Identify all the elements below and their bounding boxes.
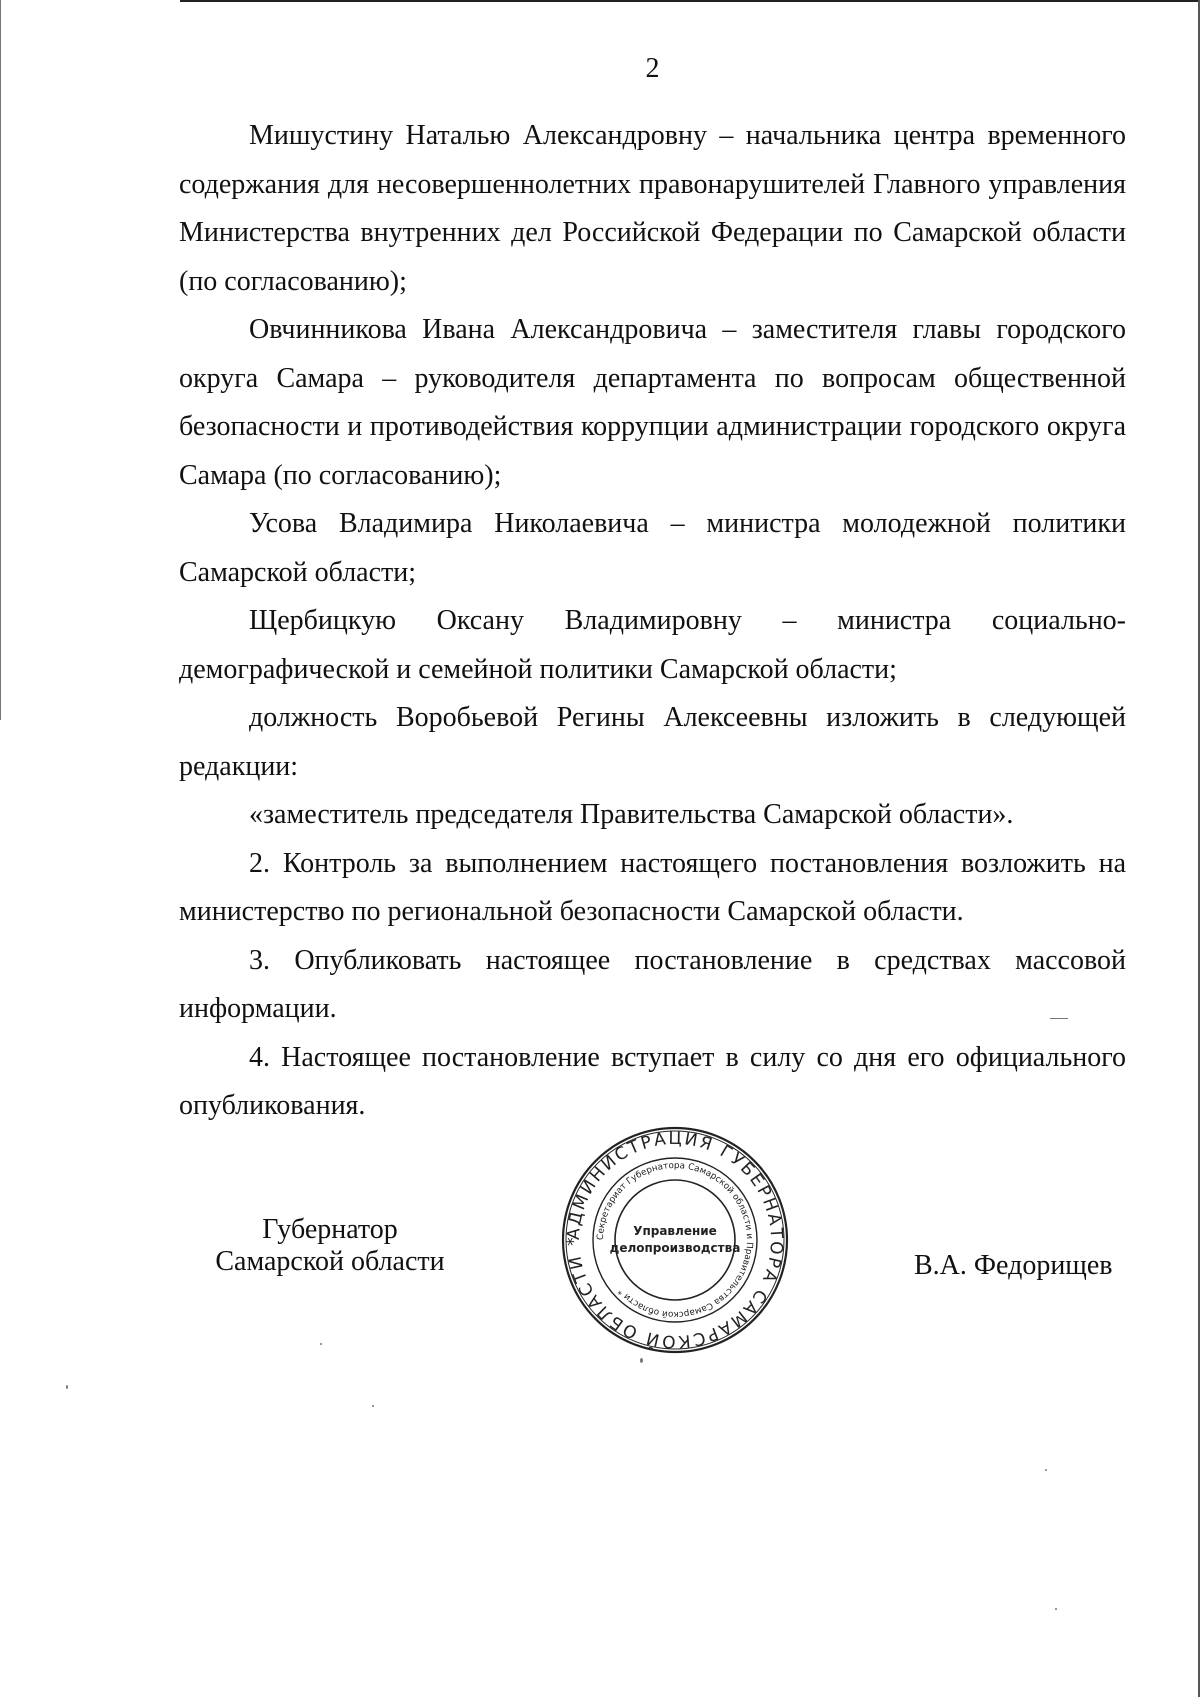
scan-edge-top bbox=[180, 0, 1200, 2]
signature-title bbox=[200, 1214, 460, 1278]
scan-speck bbox=[372, 1405, 374, 1407]
signature-title-line2: Самарской области bbox=[215, 1246, 445, 1277]
official-seal-stamp bbox=[555, 1120, 795, 1360]
scan-speck bbox=[640, 1358, 643, 1363]
paragraph-ovchinnikov: Овчинникова Ивана Александровича – заместителя главы городского округа Самара – руководителя департамента по вопросам общественной безопасности и противодействия коррупции администрации городского округа Самара (по согласованию); bbox=[179, 314, 1126, 491]
paragraph-item-4-effective: 4. Настоящее постановление вступает в силу со дня его официального опубликования. bbox=[179, 1041, 1126, 1121]
paragraph-item-3-publish: 3. Опубликовать настоящее постановление в средствах массовой информации. bbox=[179, 944, 1126, 1024]
seal-inner-ring-text: Секретариат Губернатора Самарской области и Правительства Самарской области * bbox=[595, 1160, 755, 1320]
paragraph-usov: Усова Владимира Николаевича – министра молодежной политики Самарской области; bbox=[179, 508, 1126, 588]
seal-center-line1: Управление bbox=[633, 1224, 717, 1238]
paragraph-mishustina: Мишустину Наталью Александровну – начальника центра временного содержания для несовершеннолетних правонарушителей Главного управления Министерства внутренних дел Российской Федерации по Самарской области (по согласованию); bbox=[179, 120, 1126, 297]
paragraph-vorobyeva: должность Воробьевой Регины Алексеевны изложить в следующей редакции: bbox=[179, 702, 1126, 782]
seal-center-line2: делопроизводства bbox=[609, 1241, 741, 1255]
scan-speck bbox=[1050, 1018, 1068, 1019]
scan-edge-left bbox=[0, 0, 1, 720]
scan-speck bbox=[66, 1385, 68, 1389]
scan-speck bbox=[1045, 1469, 1047, 1471]
scan-speck bbox=[1055, 1608, 1057, 1610]
signature-title-line1: Губернатор bbox=[262, 1214, 398, 1245]
paragraph-item-2-control: 2. Контроль за выполнением настоящего постановления возложить на министерство по региональной безопасности Самарской области. bbox=[179, 847, 1126, 927]
page-number: 2 bbox=[645, 53, 660, 84]
scan-speck bbox=[320, 1343, 322, 1345]
seal-outer-ring-text: АДМИНИСТРАЦИЯ ГУБЕРНАТОРА САМАРСКОЙ ОБЛАСТИ * bbox=[563, 1128, 787, 1352]
paragraph-new-position: «заместитель председателя Правительства Самарской области». bbox=[249, 799, 1014, 830]
signatory-name: В.А. Федорищев bbox=[914, 1250, 1113, 1281]
paragraph-shcherbitskaya: Щербицкую Оксану Владимировну – министра социально-демографической и семейной политики Самарской области; bbox=[179, 605, 1126, 685]
document-body bbox=[179, 112, 1126, 1131]
